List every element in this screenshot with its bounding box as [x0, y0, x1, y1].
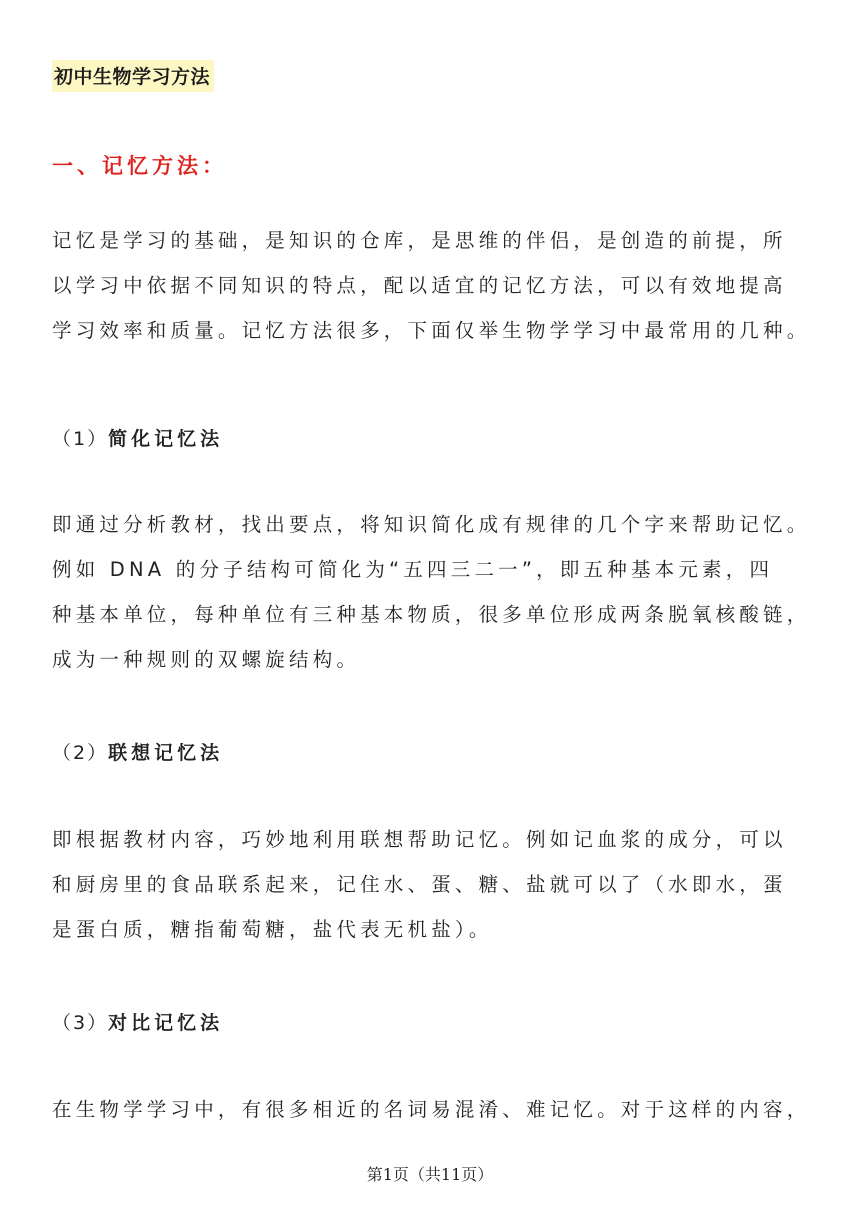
paragraph-line: 学习效率和质量。记忆方法很多，下面仅举生物学学习中最常用的几种。 [52, 319, 811, 342]
method-paragraph-simplify [52, 502, 812, 682]
method-heading-association [52, 738, 223, 765]
method-heading-contrast [52, 1008, 223, 1035]
paragraph-line: 是蛋白质，糖指葡萄糖，盐代表无机盐）。 [52, 918, 493, 941]
method-number: （2） [52, 742, 109, 764]
method-name: 联想记忆法 [108, 742, 224, 764]
paragraph-line: 以学习中依据不同知识的特点，配以适宜的记忆方法，可以有效地提高 [52, 274, 787, 297]
method-number: （1） [52, 428, 109, 450]
method-paragraph-association [52, 817, 812, 952]
method-name: 简化记忆法 [108, 428, 224, 450]
page-footer: 第1页（共11页） [366, 1165, 494, 1184]
paragraph-line: 即通过分析教材，找出要点，将知识简化成有规律的几个字来帮助记忆。 [52, 513, 811, 536]
paragraph-line: 成为一种规则的双螺旋结构。 [52, 648, 361, 671]
paragraph-line: 例如 DNA 的分子结构可简化为“五四三二一”，即五种基本元素，四 [52, 558, 774, 581]
section-heading-memory-methods: 一、记忆方法： [52, 154, 227, 178]
method-paragraph-contrast [52, 1087, 812, 1132]
method-number: （3） [52, 1012, 109, 1034]
method-heading-simplify [52, 424, 223, 451]
paragraph-line: 记忆是学习的基础，是知识的仓库，是思维的伴侣，是创造的前提，所 [52, 229, 787, 252]
method-name: 对比记忆法 [108, 1012, 224, 1034]
document-title: 初中生物学习方法 [52, 60, 214, 92]
paragraph-line: 和厨房里的食品联系起来，记住水、蛋、糖、盐就可以了（水即水，蛋 [52, 873, 787, 896]
paragraph-line: 种基本单位，每种单位有三种基本物质，很多单位形成两条脱氧核酸链， [52, 603, 811, 626]
paragraph-line: 即根据教材内容，巧妙地利用联想帮助记忆。例如记血浆的成分，可以 [52, 828, 787, 851]
intro-paragraph [52, 218, 812, 353]
paragraph-line: 在生物学学习中，有很多相近的名词易混淆、难记忆。对于这样的内容， [52, 1098, 811, 1121]
